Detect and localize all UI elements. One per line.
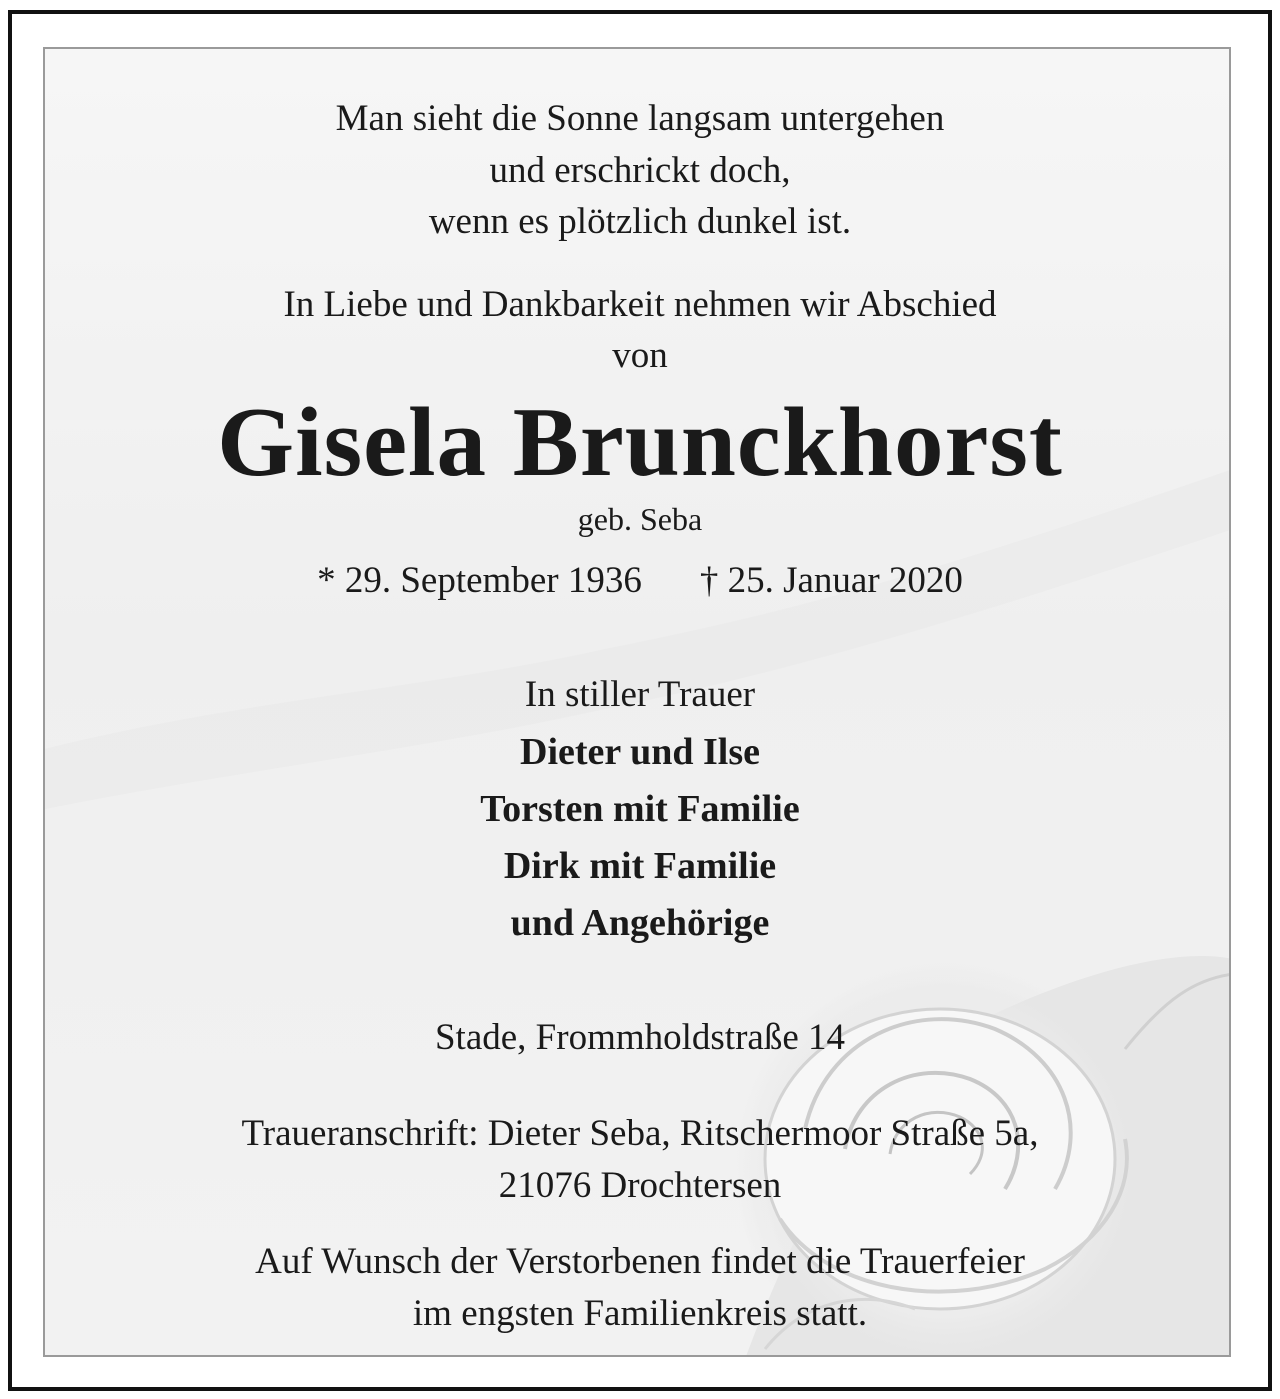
birth-date: * 29. September 1936 bbox=[317, 560, 642, 601]
verse-line: und erschrickt doch, bbox=[489, 150, 791, 191]
mourning-label: In stiller Trauer bbox=[524, 674, 756, 715]
maiden-name: geb. Seba bbox=[577, 501, 703, 537]
verse-line: wenn es plötzlich dunkel ist. bbox=[428, 201, 852, 242]
location-line: Stade, Frommholdstraße 14 bbox=[434, 1017, 846, 1058]
mourner-name: Dirk mit Familie bbox=[503, 845, 777, 887]
funeral-note-line: Auf Wunsch der Verstorbenen findet die Trauerfeier bbox=[255, 1241, 1025, 1282]
mourner-name: Dieter und Ilse bbox=[520, 731, 760, 773]
death-date: † 25. Januar 2020 bbox=[699, 560, 963, 601]
intro-line: In Liebe und Dankbarkeit nehmen wir Abschied bbox=[283, 284, 997, 325]
mourning-address-line: Traueranschrift: Dieter Seba, Ritschermoor Straße 5a, bbox=[241, 1113, 1039, 1154]
mourner-name: und Angehörige bbox=[510, 902, 770, 944]
intro-line: von bbox=[612, 335, 668, 376]
mourner-name: Torsten mit Familie bbox=[480, 788, 800, 830]
mourning-address-line: 21076 Drochtersen bbox=[498, 1165, 782, 1206]
deceased-name: Gisela Brunckhorst bbox=[217, 388, 1063, 497]
funeral-note-line: im engsten Familienkreis statt. bbox=[412, 1293, 868, 1334]
life-dates bbox=[0, 562, 1280, 599]
verse-line: Man sieht die Sonne langsam untergehen bbox=[335, 98, 945, 139]
